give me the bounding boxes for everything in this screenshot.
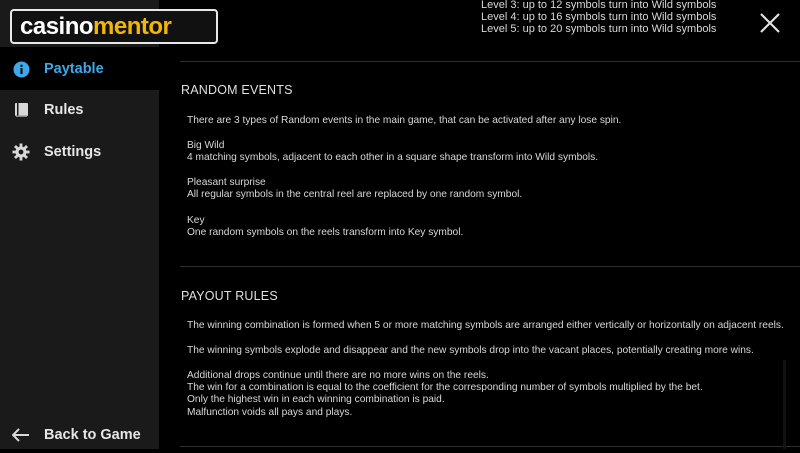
sidebar bbox=[0, 0, 159, 449]
random-events-intro: There are 3 types of Random events in the main game, that can be activated after any lose spin. bbox=[187, 115, 622, 126]
event-description: 4 matching symbols, adjacent to each other in a square shape transform into Wild symbols. bbox=[187, 152, 599, 163]
payout-rule: The winning symbols explode and disappear and the new symbols drop into the vacant places, potentially creating more wins. bbox=[187, 345, 754, 356]
payout-rule: The win for a combination is equal to the coefficient for the corresponding number of symbols multiplied by the bet. bbox=[187, 382, 703, 393]
sidebar-item-rules[interactable] bbox=[0, 92, 159, 128]
payout-rule: Additional drops continue until there are no more wins on the reels. bbox=[187, 370, 489, 381]
level-line: Level 3: up to 12 symbols turn into Wild symbols bbox=[481, 0, 717, 11]
event-description: One random symbols on the reels transform into Key symbol. bbox=[187, 227, 464, 238]
logo-text-part2: mentor bbox=[93, 12, 172, 40]
scrollbar[interactable] bbox=[783, 360, 786, 449]
sidebar-item-paytable[interactable] bbox=[0, 51, 159, 87]
back-to-game-label: Back to Game bbox=[44, 427, 141, 443]
close-icon bbox=[759, 12, 781, 34]
section-divider bbox=[180, 266, 800, 267]
sidebar-item-settings[interactable] bbox=[0, 134, 159, 170]
level-line: Level 4: up to 16 symbols turn into Wild symbols bbox=[481, 11, 717, 23]
book-icon bbox=[11, 100, 31, 120]
close-button[interactable] bbox=[759, 12, 781, 34]
level-line: Level 5: up to 20 symbols turn into Wild symbols bbox=[481, 23, 717, 35]
section-divider bbox=[180, 61, 800, 62]
sidebar-item-label: Settings bbox=[44, 144, 102, 160]
payout-rule: Only the highest win in each winning combination is paid. bbox=[187, 394, 445, 405]
event-title: Pleasant surprise bbox=[187, 177, 266, 188]
logo-text-part1: casino bbox=[20, 12, 94, 40]
section-heading-random-events: RANDOM EVENTS bbox=[181, 83, 293, 97]
sidebar-item-label: Paytable bbox=[44, 61, 104, 77]
section-heading-payout-rules: PAYOUT RULES bbox=[181, 289, 278, 303]
event-title: Big Wild bbox=[187, 140, 225, 151]
arrow-left-icon bbox=[11, 425, 31, 445]
info-icon bbox=[11, 59, 31, 79]
event-title: Key bbox=[187, 215, 205, 226]
rules-content bbox=[159, 0, 800, 449]
event-description: All regular symbols in the central reel are replaced by one random symbol. bbox=[187, 189, 523, 200]
section-divider bbox=[180, 446, 800, 447]
payout-rule: The winning combination is formed when 5 or more matching symbols are arranged either vertically or horizontally on adjacent reels. bbox=[187, 320, 784, 331]
sidebar-item-label: Rules bbox=[44, 102, 84, 118]
gear-icon bbox=[11, 142, 31, 162]
back-to-game-button[interactable] bbox=[0, 417, 159, 453]
payout-rule: Malfunction voids all pays and plays. bbox=[187, 407, 353, 418]
